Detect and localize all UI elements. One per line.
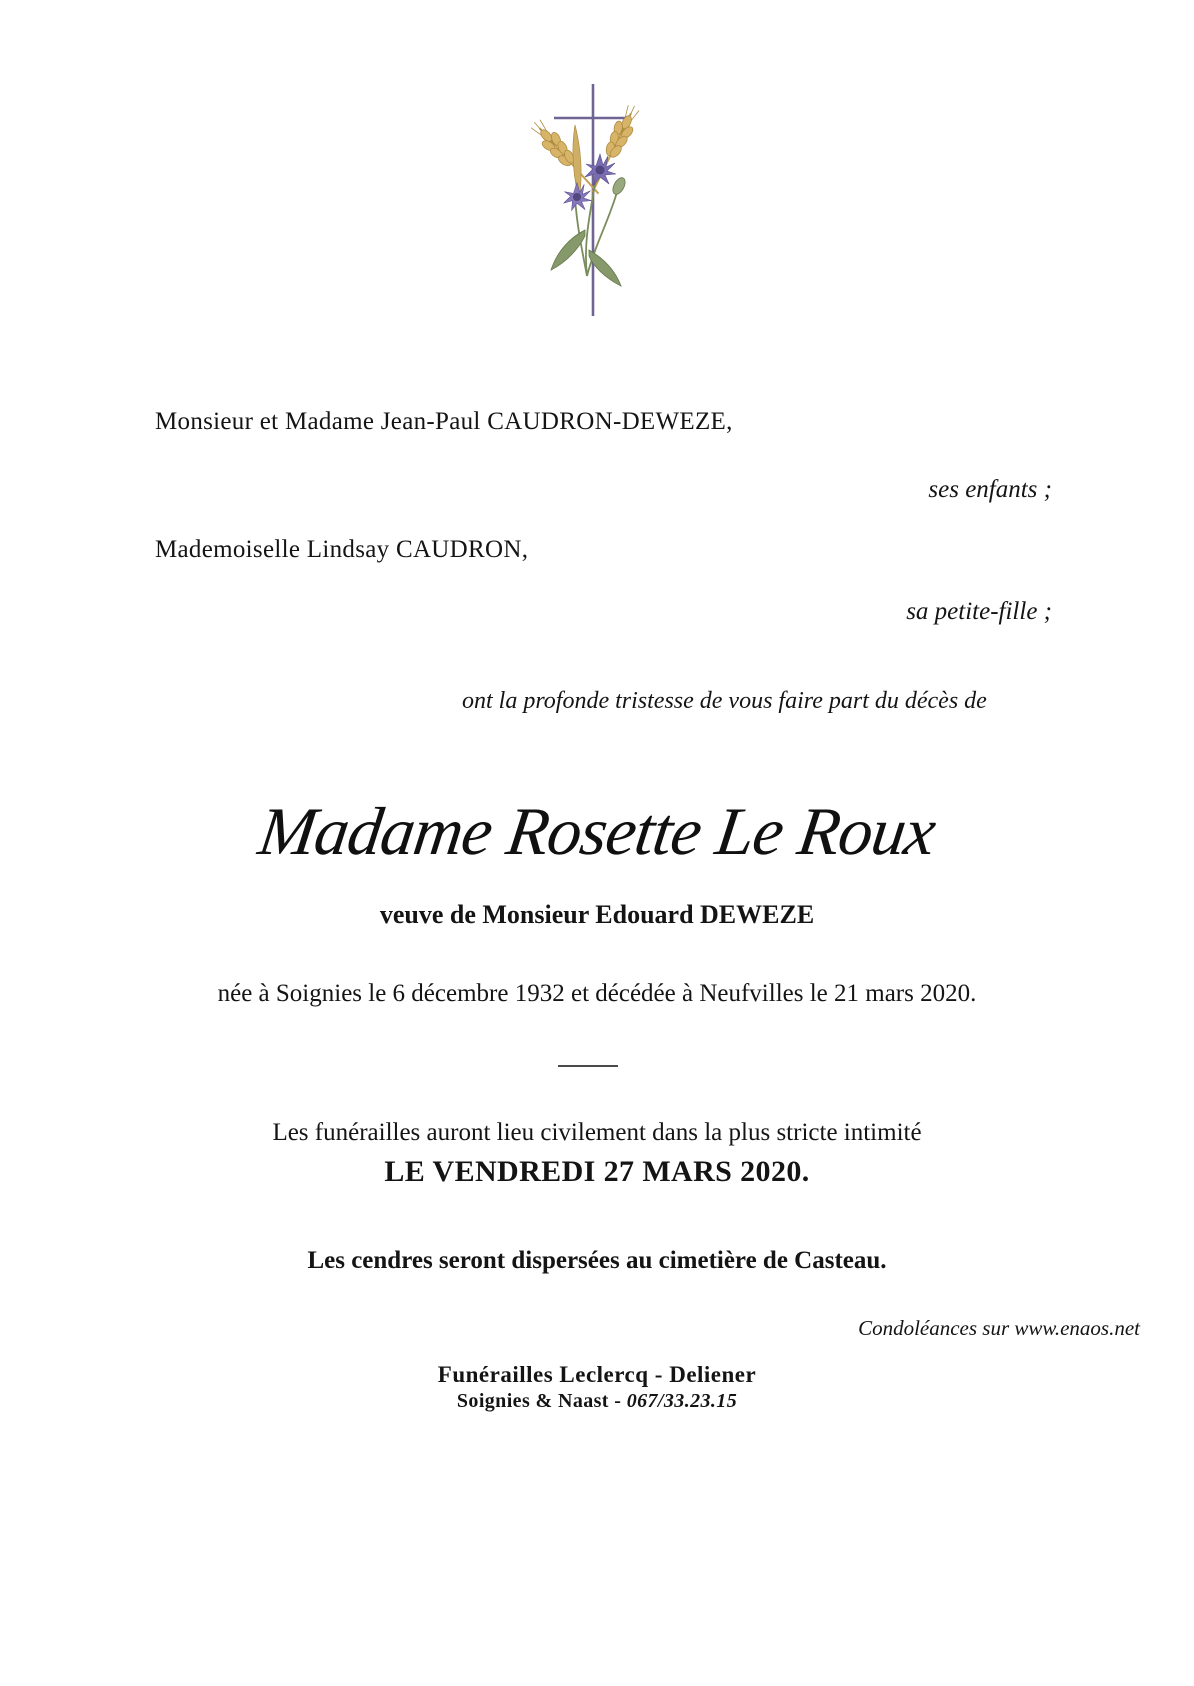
funeral-home-contact xyxy=(0,1390,1194,1413)
life-dates-line: née à Soignies le 6 décembre 1932 et décédée à Neufvilles le 21 mars 2020. xyxy=(217,980,977,1007)
widow-line: veuve de Monsieur Edouard DEWEZE xyxy=(379,900,815,929)
funeral-notice-line: Les funérailles auront lieu civilement dans la plus stricte intimité xyxy=(272,1119,922,1146)
funeral-home-phone: 067/33.23.15 xyxy=(626,1390,738,1412)
condolences-note: Condoléances sur www.enaos.net xyxy=(858,1316,1140,1340)
announcement-intro: ont la profonde tristesse de vous faire part du décès de xyxy=(462,688,987,714)
separator-rule xyxy=(558,1065,618,1067)
funeral-home-location: Soignies & Naast - xyxy=(456,1390,627,1412)
family-line-granddaughter: Mademoiselle Lindsay CAUDRON, xyxy=(155,536,529,563)
funeral-date: LE VENDREDI 27 MARS 2020. xyxy=(384,1155,810,1188)
relation-label-children: ses enfants ; xyxy=(928,476,1052,503)
deceased-name: Madame Rosette Le Roux xyxy=(254,793,940,869)
funeral-home-name: Funérailles Leclercq - Deliener xyxy=(437,1362,757,1387)
family-line-children: Monsieur et Madame Jean-Paul CAUDRON-DEWEZE, xyxy=(155,408,733,435)
relation-label-granddaughter: sa petite-fille ; xyxy=(906,598,1052,625)
cross-with-wheat-and-cornflowers-icon xyxy=(505,80,641,318)
ashes-dispersal-line: Les cendres seront dispersées au cimetière de Casteau. xyxy=(307,1247,887,1274)
